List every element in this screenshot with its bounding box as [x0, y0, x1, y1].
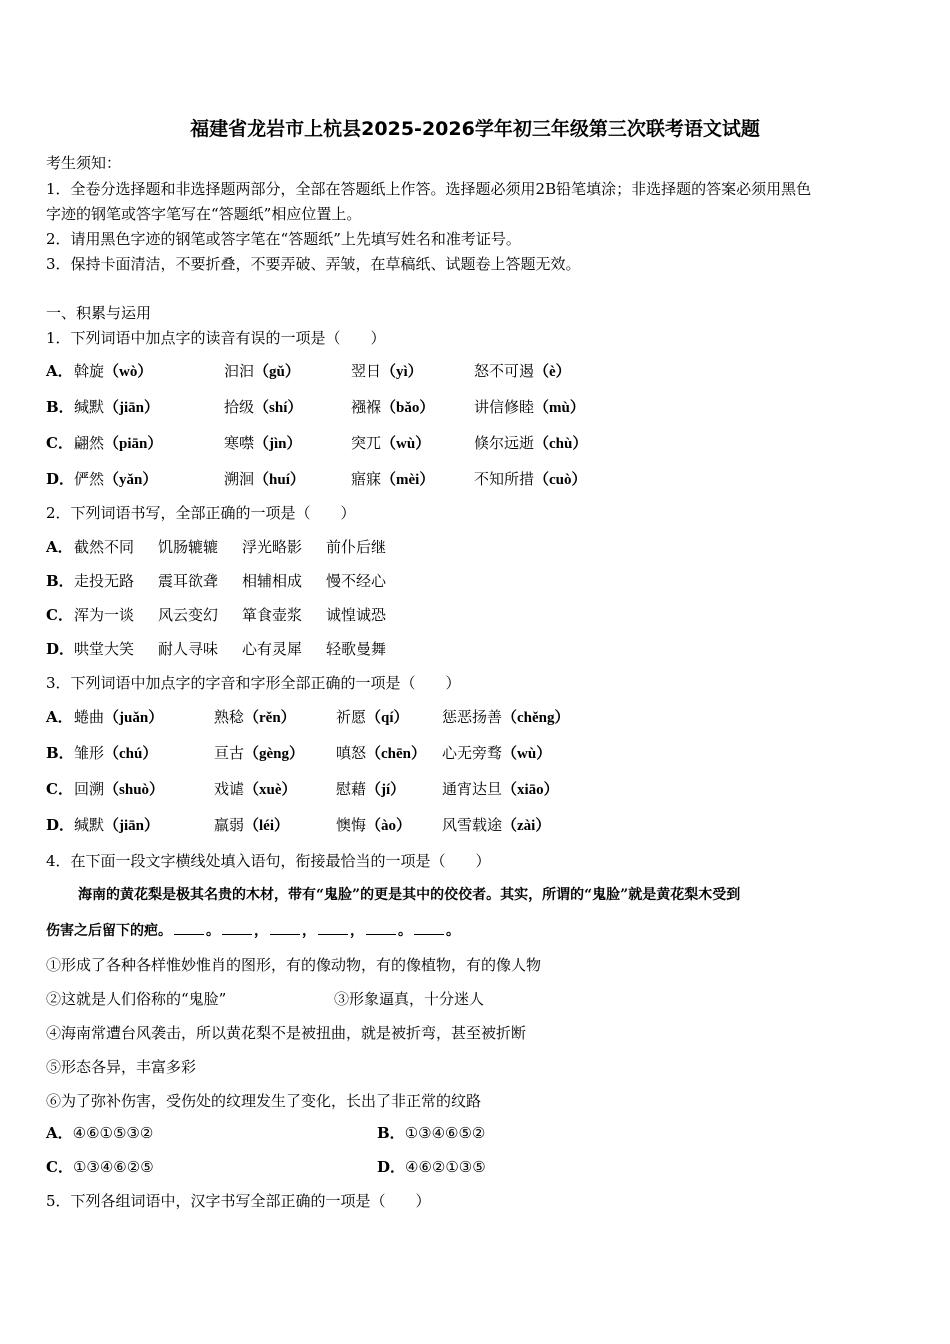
pinyin: （jiān）: [104, 818, 160, 834]
pinyin: （chěng）: [502, 710, 570, 726]
word: 俨然: [74, 470, 105, 488]
question-1-option-item: [474, 432, 587, 453]
question-2-option-word: 走投无路: [74, 572, 135, 590]
option-letter: D．: [377, 1158, 406, 1176]
pinyin: （gǔ）: [254, 364, 300, 380]
option-letter: C．: [46, 606, 73, 624]
question-2-option-word: 浑为一谈: [74, 606, 135, 624]
word: 缄默: [74, 398, 105, 416]
punctuation: 。: [206, 923, 220, 939]
pinyin: （xuè）: [244, 782, 297, 798]
fill-blank: [174, 922, 204, 935]
word: 斡旋: [74, 362, 105, 380]
question-1-stem: 1．下列词语中加点字的读音有误的一项是（ ）: [46, 329, 386, 347]
pinyin: （chēn）: [366, 746, 427, 762]
sentence-option: ⑤形态各异，丰富多彩: [46, 1058, 197, 1076]
word: 讲信修睦: [474, 398, 535, 416]
pinyin: （zài）: [502, 818, 551, 834]
pinyin: （piān）: [104, 436, 163, 452]
word: 羸弱: [214, 816, 245, 834]
pinyin: （ào）: [366, 818, 412, 834]
question-3-option-item: [442, 742, 551, 763]
question-2-option-word: 截然不同: [74, 538, 135, 556]
sentence-option: ②这就是人们俗称的“鬼脸”: [46, 990, 227, 1008]
word: 风雪载途: [442, 816, 503, 834]
option-letter: B．: [46, 572, 74, 590]
punctuation: 。: [446, 923, 460, 939]
punctuation: ，: [350, 923, 364, 939]
pinyin: （wù）: [381, 436, 431, 452]
question-4-option: [377, 1156, 486, 1177]
question-3-option-item: [336, 706, 409, 727]
question-2-option-word: 震耳欲聋: [158, 572, 219, 590]
option-letter: A．: [46, 362, 73, 380]
option-text: ①③④⑥⑤②: [404, 1124, 486, 1142]
word: 怒不可遏: [474, 362, 535, 380]
option-letter: B．: [377, 1124, 405, 1142]
word: 溯洄: [224, 470, 255, 488]
notice-line: 字迹的钢笔或答字笔写在“答题纸”相应位置上。: [46, 205, 362, 223]
pinyin: （è）: [534, 364, 571, 380]
question-2-option-word: 饥肠辘辘: [158, 538, 219, 556]
question-4-option: [46, 1156, 154, 1177]
word: 倏尔远逝: [474, 434, 535, 452]
page-title: 福建省龙岩市上杭县2025-2026学年初三年级第三次联考语文试题: [190, 118, 760, 140]
pinyin: （mù）: [534, 400, 585, 416]
pinyin: （jìn）: [254, 436, 302, 452]
question-3-stem: 3．下列词语中加点字的字音和字形全部正确的一项是（ ）: [46, 674, 461, 692]
pinyin: （léi）: [244, 818, 290, 834]
word: 缄默: [74, 816, 105, 834]
option-letter: C．: [46, 1158, 73, 1176]
option-letter: A．: [46, 708, 73, 726]
sentence-option: ①形成了各种各样惟妙惟肖的图形，有的像动物，有的像植物，有的像人物: [46, 956, 542, 974]
question-4-option: [46, 1122, 153, 1143]
question-2-option-word: 哄堂大笑: [74, 640, 135, 658]
pinyin: （mèi）: [381, 472, 435, 488]
word: 翩然: [74, 434, 105, 452]
pinyin: （huí）: [254, 472, 305, 488]
question-1-option-item: [474, 468, 587, 489]
question-1-option-item: [74, 468, 157, 489]
question-2-option-word: 箪食壶浆: [242, 606, 303, 624]
word: 寤寐: [351, 470, 382, 488]
option-letter: A．: [46, 538, 73, 556]
punctuation: ，: [254, 923, 268, 939]
question-2-option-word: 诚惶诚恐: [326, 606, 387, 624]
punctuation: ，: [302, 923, 316, 939]
pinyin: （yì）: [381, 364, 423, 380]
word: 突兀: [351, 434, 382, 452]
word: 惩恶扬善: [442, 708, 503, 726]
question-2-option-word: 心有灵犀: [242, 640, 303, 658]
sentence-option: ③形象逼真，十分迷人: [334, 990, 485, 1008]
option-letter: A．: [46, 1124, 73, 1142]
word: 拾级: [224, 398, 255, 416]
pinyin: （qí）: [366, 710, 409, 726]
word: 汩汩: [224, 362, 255, 380]
question-2-stem: 2．下列词语书写，全部正确的一项是（ ）: [46, 504, 356, 522]
option-letter: B．: [46, 398, 74, 416]
word: 懊悔: [336, 816, 367, 834]
question-1-option-item: [474, 396, 585, 417]
question-1-option-item: [224, 396, 302, 417]
passage-line: 海南的黄花梨是极其名贵的木材，带有“鬼脸”的更是其中的佼佼者。其实，所谓的“鬼脸”就是黄花梨木受到: [78, 887, 741, 903]
word: 寒噤: [224, 434, 255, 452]
question-3-option-item: [214, 814, 289, 835]
question-3-option-item: [214, 778, 297, 799]
question-3-option-item: [336, 742, 426, 763]
question-2-option-word: 浮光略影: [242, 538, 303, 556]
pinyin: （jiān）: [104, 400, 160, 416]
notice-heading: 考生须知：: [46, 154, 122, 172]
pinyin: （xiāo）: [502, 782, 559, 798]
pinyin: （gèng）: [244, 746, 305, 762]
pinyin: （chú）: [104, 746, 158, 762]
word: 翌日: [351, 362, 382, 380]
notice-line: 1．全卷分选择题和非选择题两部分，全部在答题纸上作答。选择题必须用2B铅笔填涂；非选择题的答案必须用黑色: [46, 180, 812, 198]
pinyin: （chù）: [534, 436, 588, 452]
word: 嗔怒: [336, 744, 367, 762]
word: 不知所措: [474, 470, 535, 488]
question-1-option-item: [224, 468, 305, 489]
question-4-option: [377, 1122, 485, 1143]
option-text: ④⑥②①③⑤: [405, 1158, 486, 1176]
fill-blank: [318, 922, 348, 935]
pinyin: （cuò）: [534, 472, 587, 488]
question-3-option-item: [74, 778, 164, 799]
word: 亘古: [214, 744, 245, 762]
word: 蜷曲: [74, 708, 105, 726]
question-3-option-item: [442, 778, 559, 799]
pinyin: （bǎo）: [381, 400, 435, 416]
question-3-option-item: [214, 706, 296, 727]
option-letter: D．: [46, 816, 75, 834]
fill-blank: [270, 922, 300, 935]
question-3-option-item: [214, 742, 304, 763]
question-1-option-item: [74, 432, 162, 453]
question-3-option-item: [74, 814, 159, 835]
question-1-option-item: [224, 432, 302, 453]
word: 慰藉: [336, 780, 367, 798]
question-1-option-item: [351, 396, 434, 417]
option-letter: D．: [46, 470, 75, 488]
question-2-option-word: 耐人寻味: [158, 640, 219, 658]
question-1-option-item: [224, 360, 300, 381]
passage-line: [46, 920, 460, 940]
pinyin: （wù）: [502, 746, 552, 762]
punctuation: 。: [398, 923, 412, 939]
question-3-option-item: [336, 814, 411, 835]
pinyin: （juǎn）: [104, 710, 164, 726]
pinyin: （yǎn）: [104, 472, 158, 488]
sentence-option: ④海南常遭台风袭击，所以黄花梨不是被扭曲，就是被折弯，甚至被折断: [46, 1024, 527, 1042]
word: 祈愿: [336, 708, 367, 726]
option-letter: C．: [46, 434, 73, 452]
question-3-option-item: [442, 814, 550, 835]
question-3-option-item: [74, 742, 157, 763]
word: 回溯: [74, 780, 105, 798]
question-1-option-item: [474, 360, 571, 381]
pinyin: （rěn）: [244, 710, 296, 726]
word: 襁褓: [351, 398, 382, 416]
option-letter: D．: [46, 640, 75, 658]
option-text: ①③④⑥②⑤: [72, 1158, 154, 1176]
fill-blank: [414, 922, 444, 935]
word: 心无旁骛: [442, 744, 503, 762]
pinyin: （jí）: [366, 782, 406, 798]
question-1-option-item: [351, 468, 434, 489]
option-letter: B．: [46, 744, 74, 762]
fill-blank: [222, 922, 252, 935]
question-5-stem: 5．下列各组词语中，汉字书写全部正确的一项是（ ）: [46, 1192, 431, 1210]
word: 熟稔: [214, 708, 245, 726]
question-2-option-word: 慢不经心: [326, 572, 387, 590]
word: 戏谑: [214, 780, 245, 798]
question-2-option-word: 前仆后继: [326, 538, 387, 556]
question-2-option-word: 轻歌曼舞: [326, 640, 387, 658]
notice-line: 2．请用黑色字迹的钢笔或答字笔在“答题纸”上先填写姓名和准考证号。: [46, 230, 521, 248]
question-1-option-item: [74, 360, 152, 381]
question-3-option-item: [74, 706, 163, 727]
word: 通宵达旦: [442, 780, 503, 798]
option-text: ④⑥①⑤③②: [72, 1124, 154, 1142]
sentence-option: ⑥为了弥补伤害，受伤处的纹理发生了变化，长出了非正常的纹路: [46, 1092, 482, 1110]
question-3-option-item: [336, 778, 405, 799]
question-2-option-word: 风云变幻: [158, 606, 219, 624]
fill-blank: [366, 922, 396, 935]
word: 雏形: [74, 744, 105, 762]
question-3-option-item: [442, 706, 570, 727]
notice-line: 3．保持卡面清洁，不要折叠，不要弄破、弄皱，在草稿纸、试题卷上答题无效。: [46, 255, 581, 273]
question-1-option-item: [74, 396, 159, 417]
section-heading: 一、积累与运用: [46, 304, 152, 322]
question-1-option-item: [351, 360, 423, 381]
option-letter: C．: [46, 780, 73, 798]
question-2-option-word: 相辅相成: [242, 572, 303, 590]
passage-text: 伤害之后留下的疤。: [46, 923, 172, 939]
pinyin: （shuò）: [104, 782, 165, 798]
question-1-option-item: [351, 432, 430, 453]
pinyin: （shí）: [254, 400, 303, 416]
pinyin: （wò）: [104, 364, 153, 380]
question-4-stem: 4．在下面一段文字横线处填入语句，衔接最恰当的一项是（ ）: [46, 852, 491, 870]
